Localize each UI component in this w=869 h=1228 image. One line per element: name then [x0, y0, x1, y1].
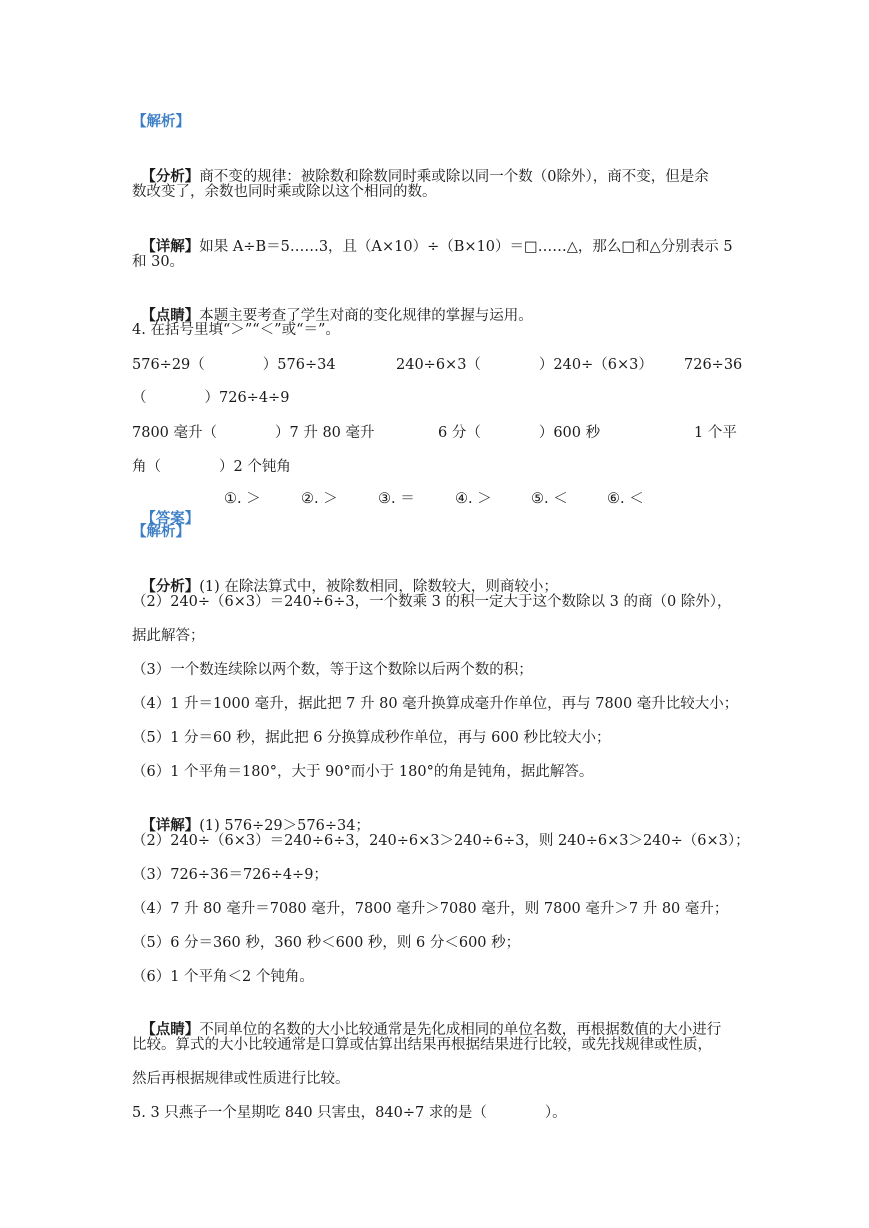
q4-xiangjie-line: (1) 576÷29＞576÷34； — [199, 818, 370, 834]
q4-row2: （ ）726÷4÷9 — [132, 390, 290, 406]
q4-xiangjie-line: （4）7 升 80 毫升＝7080 毫升，7800 毫升＞7080 毫升，则 7800 毫升＞7 升 80 毫升； — [132, 901, 729, 917]
q4-dianjing-label: 【点睛】 — [141, 1021, 200, 1038]
q4-xiangjie-line: （5）6 分＝360 秒，360 秒＜600 秒，则 6 分＜600 秒； — [132, 935, 521, 951]
q4-dianjing-line: 比较。算式的大小比较通常是口算或估算出结果再根据结果进行比较，或先找规律或性质， — [132, 1037, 712, 1053]
dianjing-text: 本题主要考查了学生对商的变化规律的掌握与运用。 — [199, 308, 533, 324]
q4-dianjing-paragraph — [132, 1000, 721, 1040]
q4-row1-c: 726÷36 — [684, 357, 743, 373]
q4-fenxi-line: 据此解答； — [132, 628, 205, 644]
answer-2: ②. ＞ — [301, 491, 338, 507]
q4-fenxi-line: （5）1 分＝60 秒，据此把 6 分换算成秒作单位，再与 600 秒比较大小； — [132, 730, 611, 746]
xiangjie-text-cont: 和 30。 — [132, 254, 185, 270]
q4-row4: 角（ ）2 个钝角 — [132, 459, 291, 475]
analysis-label: 【解析】 — [132, 113, 190, 130]
question-4-title: 4. 在括号里填“＞”“＜”或“＝”。 — [132, 322, 340, 338]
q4-row1-a: 576÷29（ ）576÷34 — [132, 357, 336, 373]
q4-row3-b: 6 分（ ）600 秒 — [438, 425, 601, 441]
q4-fenxi-line: （2）240÷（6×3）＝240÷6÷3，一个数乘 3 的积一定大于这个数除以 3 的商（0 除外）， — [132, 594, 732, 610]
xiangjie-text: 如果 A÷B＝5……3，且（A×10）÷（B×10）＝□……△，那么□和△分别表示 5 — [199, 239, 733, 255]
q4-row3-a: 7800 毫升（ ）7 升 80 毫升 — [132, 425, 375, 441]
q4-row1-b: 240÷6×3（ ）240÷（6×3） — [396, 357, 653, 373]
q4-fenxi-line: （6）1 个平角＝180°，大于 90°而小于 180°的角是钝角，据此解答。 — [132, 764, 594, 780]
q4-fenxi-line: （4）1 升＝1000 毫升，据此把 7 升 80 毫升换算成毫升作单位，再与 7800 毫升比较大小； — [132, 696, 739, 712]
xiangjie-paragraph — [132, 217, 733, 257]
q4-fenxi-line: （3）一个数连续除以两个数，等于这个数除以后两个数的积； — [132, 662, 533, 678]
fenxi-text: 商不变的规律：被除数和除数同时乘或除以同一个数（0除外），商不变，但是余 — [199, 169, 709, 185]
answer-1: ①. ＞ — [224, 491, 261, 507]
question-5-title: 5. 3 只燕子一个星期吃 840 只害虫，840÷7 求的是（ ）。 — [132, 1105, 567, 1121]
q4-fenxi-label: 【分析】 — [141, 578, 200, 595]
answer-label: 【答案】 — [141, 510, 200, 527]
q4-fenxi-line: (1) 在除法算式中，被除数相同，除数较大，则商较小； — [199, 579, 558, 595]
xiangjie-label: 【详解】 — [141, 238, 200, 255]
fenxi-text-cont: 数改变了，余数也同时乘或除以这个相同的数。 — [132, 184, 437, 200]
answer-5: ⑤. ＜ — [531, 491, 568, 507]
answer-3: ③. ＝ — [378, 491, 415, 507]
q4-xiangjie-line: （3）726÷36＝726÷4÷9； — [132, 867, 328, 883]
fenxi-paragraph — [132, 147, 709, 187]
q4-xiangjie-label: 【详解】 — [141, 817, 200, 834]
fenxi-label: 【分析】 — [141, 168, 200, 185]
q4-dianjing-line: 然后再根据规律或性质进行比较。 — [132, 1071, 350, 1087]
q4-xiangjie-line: （6）1 个平角＜2 个钝角。 — [132, 969, 314, 985]
q4-fenxi-paragraph — [132, 557, 558, 597]
q4-dianjing-line: 不同单位的名数的大小比较通常是先化成相同的单位名数，再根据数值的大小进行 — [199, 1022, 722, 1038]
dianjing-label: 【点睛】 — [141, 307, 200, 324]
answer-4: ④. ＞ — [455, 491, 492, 507]
q4-xiangjie-line: （2）240÷（6×3）＝240÷6÷3，240÷6×3＞240÷6÷3，则 240÷6×3＞240÷（6×3）； — [132, 833, 750, 849]
q4-xiangjie-paragraph — [132, 796, 370, 836]
q4-row3-c: 1 个平 — [694, 425, 737, 441]
q4-analysis-label: 【解析】 — [132, 523, 190, 540]
answer-6: ⑥. ＜ — [607, 491, 644, 507]
